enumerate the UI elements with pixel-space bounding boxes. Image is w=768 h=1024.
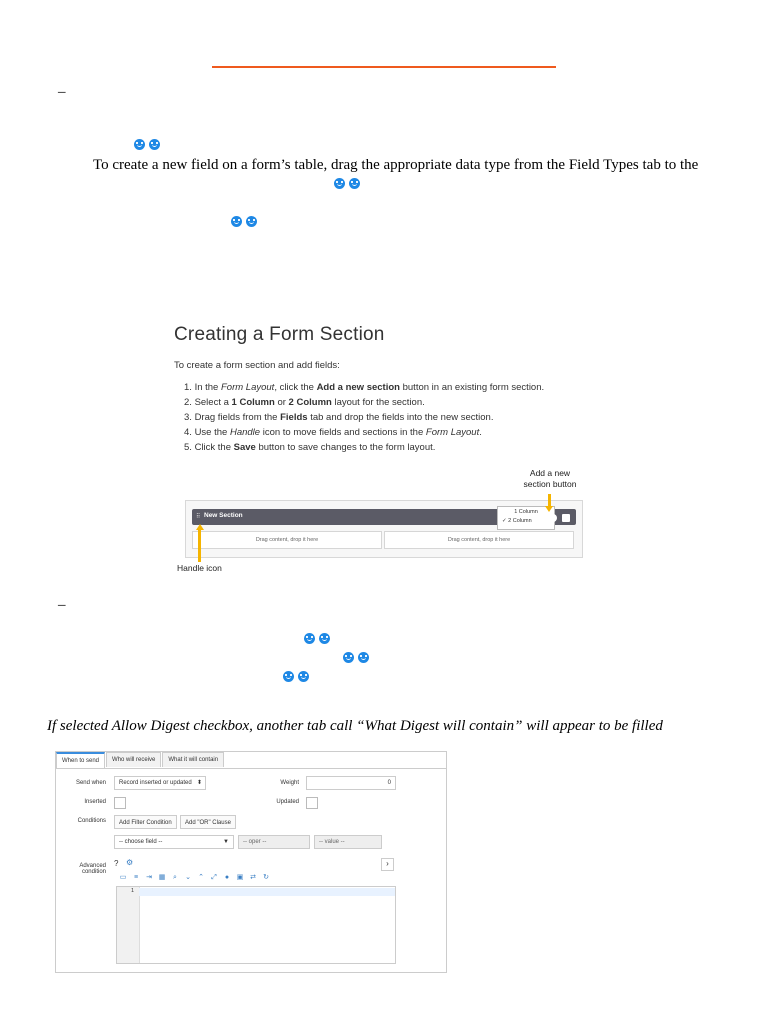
smiley-icon	[298, 671, 309, 682]
code-icon[interactable]: ⚙	[126, 858, 134, 867]
editor-gutter	[117, 887, 140, 963]
option-1-column[interactable]: 1 Column	[514, 509, 538, 515]
tab-what-it-will-contain[interactable]: What it will contain	[162, 752, 224, 767]
step-emphasis: 2 Column	[288, 397, 332, 408]
step-item	[174, 380, 544, 395]
step-text: Click the	[194, 442, 234, 453]
chevron-right-icon[interactable]: ›	[381, 858, 394, 871]
smiley-icon	[149, 139, 160, 150]
step-text: icon to move fields and sections in the	[260, 427, 426, 438]
step-text: or	[274, 397, 289, 408]
save-icon[interactable]: ▣	[236, 874, 244, 881]
send-when-label: Send when	[75, 780, 106, 786]
step-text: button to save changes to the form layout.	[255, 442, 436, 453]
body-paragraph-line: To create a new field on a form’s table, drag the appropriate data type from the Field Types tab to the	[93, 157, 699, 173]
step-item	[174, 395, 544, 410]
drop-zone-left[interactable]: Drag content, drop it here	[192, 531, 382, 549]
drop-zone-right[interactable]: Drag content, drop it here	[384, 531, 574, 549]
line-number: 1	[131, 888, 135, 894]
weight-input[interactable]: 0	[306, 776, 396, 790]
chevron-down-icon[interactable]: ⌄	[185, 874, 191, 881]
add-section-icon[interactable]	[549, 514, 557, 522]
indent-icon[interactable]: ⇥	[146, 874, 152, 881]
editor-toolbar	[118, 873, 271, 882]
step-number: 1.	[184, 382, 195, 393]
smiley-icon	[246, 216, 257, 227]
add-filter-condition-button[interactable]: Add Filter Condition	[114, 815, 177, 829]
tab-divider	[56, 768, 446, 769]
inserted-checkbox[interactable]	[114, 797, 126, 809]
step-item	[174, 410, 544, 425]
label-line: Advanced	[79, 863, 106, 869]
chevron-up-icon[interactable]: ⌃	[198, 874, 204, 881]
oper-select[interactable]: -- oper --	[238, 835, 310, 849]
step-text: , click the	[274, 382, 317, 393]
step-number: 3.	[184, 412, 195, 423]
arrow-head-up	[196, 524, 204, 530]
updated-label: Updated	[276, 799, 299, 805]
list-dash: –	[58, 84, 66, 100]
section-label: New Section	[204, 512, 243, 519]
header-rule	[212, 66, 556, 68]
step-text: .	[479, 427, 482, 438]
search-icon[interactable]: ⌕	[173, 874, 177, 881]
step-text: In the	[194, 382, 221, 393]
form-section-title: Creating a Form Section	[174, 324, 385, 345]
format-icon[interactable]: ▦	[158, 874, 166, 881]
smiley-icon	[343, 652, 354, 663]
step-emphasis: Form Layout	[425, 427, 480, 438]
step-text: Use the	[194, 427, 230, 438]
send-when-value: Record inserted or updated	[119, 780, 192, 786]
handle-icon[interactable]: ⠿	[196, 514, 201, 520]
label-line: condition	[81, 869, 106, 875]
step-text: Drag fields from the	[194, 412, 281, 423]
smiley-icon	[319, 633, 330, 644]
callout-add-section	[515, 468, 585, 490]
advanced-condition-label	[56, 863, 106, 875]
form-section-intro: To create a form section and add fields:	[174, 360, 340, 371]
replace-icon[interactable]: ⇄	[250, 874, 256, 881]
code-editor[interactable]	[116, 886, 396, 964]
step-emphasis: 1 Column	[231, 397, 275, 408]
choose-field-select[interactable]	[114, 835, 234, 849]
callout-line: section button	[523, 479, 577, 489]
emoji-pair	[334, 178, 360, 189]
arrow-head-down	[545, 506, 553, 512]
step-text: tab and drop the fields into the new section.	[307, 412, 494, 423]
refresh-icon[interactable]: ↻	[263, 874, 269, 881]
callout-line: Add a new	[529, 468, 571, 478]
step-number: 2.	[184, 397, 195, 408]
add-or-clause-button[interactable]: Add "OR" Clause	[180, 815, 236, 829]
weight-label: Weight	[280, 780, 299, 786]
emoji-pair	[304, 633, 330, 644]
emoji-pair	[231, 216, 257, 227]
smiley-icon	[349, 178, 360, 189]
list-dash: –	[58, 597, 66, 613]
emoji-pair	[343, 652, 369, 663]
step-text: layout for the section.	[331, 397, 425, 408]
emoji-pair	[283, 671, 309, 682]
callout-arrow	[198, 530, 201, 562]
inserted-label: Inserted	[84, 799, 106, 805]
emoji-pair	[134, 139, 160, 150]
active-line	[139, 888, 395, 896]
help-icon[interactable]: ?	[114, 859, 119, 868]
step-emphasis: Fields	[280, 412, 308, 423]
smiley-icon	[304, 633, 315, 644]
select-arrow-icon: ⬍	[196, 780, 202, 786]
step-emphasis: Form Layout	[220, 382, 275, 393]
step-emphasis: Add a new section	[316, 382, 400, 393]
smiley-icon	[231, 216, 242, 227]
step-emphasis: Save	[233, 442, 256, 453]
comment-icon[interactable]: ▭	[119, 874, 127, 881]
step-emphasis: Handle	[229, 427, 261, 438]
smiley-icon	[134, 139, 145, 150]
step-text: button in an existing form section.	[399, 382, 545, 393]
list-icon[interactable]: ≡	[133, 874, 139, 881]
tab-who-will-receive[interactable]: Who will receive	[106, 752, 161, 767]
value-input[interactable]: -- value --	[314, 835, 382, 849]
tab-bar	[56, 752, 225, 768]
step-text: Select a	[194, 397, 232, 408]
notification-form-screenshot	[55, 751, 447, 973]
digest-note: If selected Allow Digest checkbox, another tab call “What Digest will contain” will appear to be filled	[47, 718, 663, 734]
choose-field-value: -- choose field --	[119, 839, 163, 845]
tab-when-to-send[interactable]: When to send	[56, 752, 105, 768]
conditions-label: Conditions	[77, 818, 106, 824]
send-when-select[interactable]	[114, 776, 206, 790]
chevron-down-icon: ▼	[223, 839, 229, 845]
step-item	[174, 425, 544, 440]
smiley-icon	[358, 652, 369, 663]
callout-handle-icon: Handle icon	[177, 563, 222, 573]
step-number: 5.	[184, 442, 195, 453]
step-item	[174, 440, 544, 455]
globe-icon[interactable]: ●	[224, 874, 230, 881]
expand-icon[interactable]: ⤢	[211, 874, 217, 881]
updated-checkbox[interactable]	[306, 797, 318, 809]
option-2-column[interactable]: ✓ 2 Column	[502, 518, 532, 524]
form-section-screenshot	[160, 318, 600, 578]
form-section-steps	[174, 380, 544, 455]
smiley-icon	[283, 671, 294, 682]
step-number: 4.	[184, 427, 195, 438]
close-icon[interactable]	[562, 514, 570, 522]
smiley-icon	[334, 178, 345, 189]
